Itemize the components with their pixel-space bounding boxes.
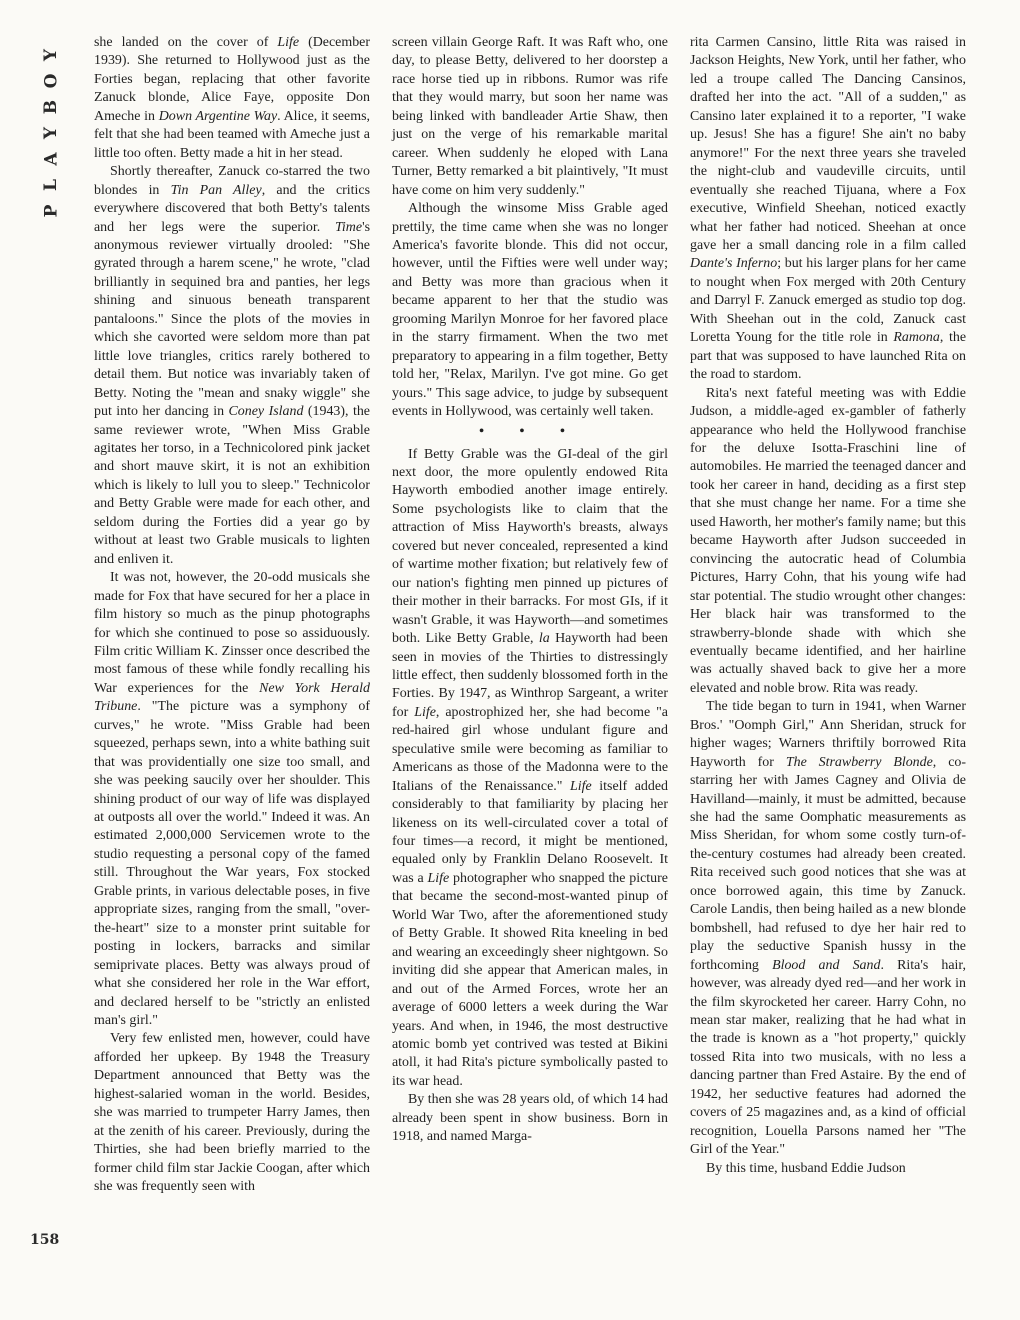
paragraph: [690, 385, 966, 699]
masthead-letter: Y: [41, 48, 62, 62]
text-run: , the part that was supposed to have launched Rita on the road to stardom.: [690, 330, 966, 383]
paragraph: [392, 1091, 668, 1146]
masthead-letter: B: [41, 99, 62, 115]
text-run: . "The picture was a symphony of curves," he wrote. "Miss Grable had been squeezed, perhaps sewn, into a white bathing suit that was providentially one size too small, and she was peeking saucily over her shoulder. This shining product of our way of life was displayed at outposts all over the world." Indeed it was. An estimated 2,000,000 Servicemen wrote to the studio requesting a personal copy of the famed still. Throughout the War years, Fox stocked Grable prints, in various delectable poses, in five appropriate sizes, ranging from the small, "over-the-heart" size to a monster print suitable for posting in lockers, barracks and similar semiprivate places. Betty was always proud of what she considered her role in the War effort, and declared herself to be "strictly an enlisted man's girl.": [94, 699, 370, 1029]
article-body: [94, 34, 966, 1197]
text-run: , and the critics everywhere discovered that both Betty's talents and her legs were the superior.: [94, 182, 370, 235]
paragraph: [94, 1030, 370, 1196]
paragraph: [94, 569, 370, 1030]
masthead-letter: A: [41, 152, 62, 166]
page-number: 158: [30, 1232, 60, 1248]
paragraph: [392, 446, 668, 1092]
text-run: Very few enlisted men, however, could have afforded her upkeep. By 1948 the Treasury Department announced that Betty was the highest-salaried woman in the world. Besides, she was married to trumpeter Harry James, then at the zenith of his career. Previously, during the Thirties, she had been briefly married to the former child film star Jackie Coogan, after which she was frequently seen with: [94, 1031, 370, 1195]
italic-title: Blood and Sand: [772, 957, 881, 973]
text-run: photographer who snapped the picture that became the second-most-wanted pinup of World War Two, after the aforementioned study of Betty Grable. It showed Rita kneeling in bed and wearing an exceedingly sheer nightgown. So inviting did she appear that American males, in and out of the Armed Forces, wrote her an average of 6000 letters a week during the War years. And when, in 1946, the most destructive atomic bomb yet contrived was tested at Bikini atoll, it had Rita's picture symbolically pasted to its war head.: [392, 870, 668, 1089]
italic-title: Life: [427, 870, 450, 886]
text-run: It was not, however, the 20-odd musicals she made for Fox that have secured for her a place in film history so much as the pinup photographs for which she continued to pose so assiduously. Film critic William K. Zinsser once described the most famous of these while fondly recalling his War experiences for the: [94, 570, 370, 696]
italic-title: Life: [414, 704, 436, 720]
text-run: itself added considerably to that familiarity by placing her likeness on its well-circulated cover a total of four times—a record, it might be mentioned, equaled only by Franklin Delano Roosevelt. It was a: [392, 778, 668, 886]
italic-title: la: [538, 631, 550, 647]
column-3: [690, 34, 966, 1197]
paragraph: [94, 163, 370, 569]
paragraph: [690, 34, 966, 385]
text-run: . Rita's hair, however, was already dyed red—and her work in the film skyrocketed her career. Harry Cohn, no mean star maker, realizing that he had what in the trade is known as a "hot property," quickly tossed Rita into two musicals, with no less a dancing partner than Fred Astaire. By the end of 1942, her seductive features had adorned the covers of 25 magazines and, as a kind of official recognition, Louella Parsons named her "The Girl of the Year.": [690, 957, 967, 1158]
italic-title: New York Herald Tribune: [94, 680, 370, 715]
italic-title: The Strawberry Blonde: [785, 754, 933, 770]
text-run: Rita's next fateful meeting was with Eddie Judson, a middle-aged ex-gambler of fatherly appearance who held the Hollywood franchise for the deluxe Isotta-Fraschini line of automobiles. He married the teenaged dancer and took her career in hand, deciding as a first step that she must change her name. For a time she used Haworth, her mother's family name; but this became Hayworth after Judson succeeded in convincing the autocratic head of Columbia Pictures, Harry Cohn, that his young wife had star potential. The studio wrought other changes: Her black hair was transformed to the strawberry-blonde shade with which she eventually became identified, and her hairline was actually shaved back to give her a more elevated and noble brow. Rita was ready.: [690, 385, 966, 696]
masthead-letter: Y: [41, 126, 62, 140]
paragraph: [392, 34, 668, 200]
italic-title: Time: [334, 219, 363, 235]
italic-title: Coney Island: [228, 404, 304, 420]
text-run: , apostrophized her, she had become "a red-haired girl whose undulant figure and speculative smile were becoming as familiar to Americans as those of the Madonna were to the Italians of the Renaissance.": [392, 704, 668, 794]
magazine-masthead: [41, 42, 62, 224]
paragraph: [94, 34, 370, 163]
text-run: (December 1939). She returned to Hollywood just as the Forties began, replacing that other favorite Zanuck blonde, Alice Faye, opposite Don Ameche in: [94, 35, 371, 124]
column-2: [392, 34, 668, 1197]
section-break: • • •: [479, 423, 581, 439]
text-run: If Betty Grable was the GI-deal of the girl next door, the more opulently endowed Rita Hayworth embodied another image entirely. Some psychologists like to claim that the attraction of Miss Hayworth's breasts, always covered but never concealed, represented a kind of wartime mother fixation; but relatively few of our nation's fighting men pinned up pictures of their mother in their barracks. For most GIs, if it wasn't Grable, it was Hayworth—and sometimes both. Like Betty Grable,: [392, 446, 668, 647]
text-run: ; but his larger plans for her came to nought when Fox merged with 20th Century and Darryl F. Zanuck emerged as studio top dog. With Sheehan out in the cold, Zanuck cast Loretta Young for the title role in: [690, 256, 967, 346]
text-run: screen villain George Raft. It was Raft who, one day, to please Betty, delivered to her doorstep a race horse tied up in ribbons. Rumor was rife that they would marry, but soon her name was being linked with bandleader Artie Shaw, then just on the verge of his remarkable marital career. When suddenly he eloped with Lana Turner, Betty remarked a bit plaintively, "It must have come on him very suddenly.": [392, 35, 668, 198]
masthead-letter: O: [41, 73, 62, 89]
masthead-letter: P: [41, 204, 62, 218]
italic-title: Life: [277, 35, 300, 50]
text-run: (1943), the same reviewer wrote, "When Miss Grable agitates her torso, in a Technicolored pink jacket and short mauve skirt, it is not an exhibition which is likely to lull you to sleep." Technicolor and Betty Grable were made for each other, and seldom during the Forties did a year go by without at least two Grable musicals to lighten and enliven it.: [94, 404, 370, 567]
text-run: The tide began to turn in 1941, when Warner Bros.' "Oomph Girl," Ann Sheridan, struck for higher wages; Warners thriftily borrowed Rita Hayworth for: [690, 699, 966, 770]
text-run: , co-starring her with James Cagney and Olivia de Havilland—mainly, it must be admitted, because she had the same Oomphatic measurements as Miss Sheridan, for whom some costly turn-of-the-century costumes had already been created. Rita received such good notices that she was at once borrowed again, this time by Zanuck. Carole Landis, then being hailed as a new blonde bombshell, had refused to dye her hair red to play the seductive Spanish hussy in the forthcoming: [690, 754, 966, 973]
text-run: Hayworth had been seen in movies of the Thirties to distressingly little effect, then suddenly blossomed forth in the Forties. By 1947, as Winthrop Sargeant, a writer for: [392, 631, 669, 720]
italic-title: Dante's Inferno: [690, 256, 778, 272]
text-run: . Alice, it seems, felt that she had been teamed with Ameche just a little too often. Betty made a hit in her stead.: [94, 108, 370, 161]
italic-title: Life: [570, 778, 592, 794]
paragraph: [392, 200, 668, 421]
masthead-letter: L: [41, 179, 62, 191]
italic-title: Down Argentine Way: [158, 108, 278, 124]
italic-title: Tin Pan Alley: [170, 182, 262, 198]
text-run: By then she was 28 years old, of which 14 had already been spent in show business. Born in 1918, and named Marga-: [392, 1092, 668, 1145]
column-1: [94, 34, 370, 1197]
paragraph: [690, 1160, 966, 1178]
text-run: 's anonymous reviewer virtually drooled: "She gyrated through a harem scene," he wrote, "clad brilliantly in sequined bra and panties, her legs shining and sinuous beneath transparent pantaloons." Since the plots of the movies in which she cavorted were seldom more than pat little love triangles, critics rarely bothered to detail them. But notice was invariably taken of Betty. Noting the "mean and snaky wiggle" she put into her dancing in: [94, 219, 370, 420]
text-run: By this time, husband Eddie Judson: [706, 1160, 906, 1176]
italic-title: Ramona: [893, 330, 940, 346]
text-run: she landed on the cover of: [94, 35, 278, 50]
text-run: Shortly thereafter, Zanuck co-starred the two blondes in: [94, 164, 370, 198]
paragraph: [690, 698, 966, 1159]
text-run: Although the winsome Miss Grable aged prettily, the time came when she was no longer America's favorite blonde. This did not occur, however, until the Fifties were well under way; and Betty was more than gracious when it became apparent to her that the studio was grooming Marilyn Monroe for her favored place in the starry firmament. When the two met preparatory to appearing in a film together, Betty told her, "Relax, Marilyn. I've got mine. Go get yours." This sage advice, to judge by subsequent events in Hollywood, was certainly well taken.: [392, 201, 668, 420]
text-run: rita Carmen Cansino, little Rita was raised in Jackson Heights, New York, until her father, who led a troupe called The Dancing Cansinos, drafted her into the act. "All of a sudden," as Cansino later explained it to a reporter, "I wake up. Jesus! She has a figure! She ain't no baby anymore!" For the next three years she traveled the night-club and vaudeville circuits, until eventually she reached Tijuana, where a Fox executive, Winfield Sheehan, noticed exactly what her father had noticed. Sheehan at once gave her a small dancing role in a film called: [690, 35, 966, 253]
